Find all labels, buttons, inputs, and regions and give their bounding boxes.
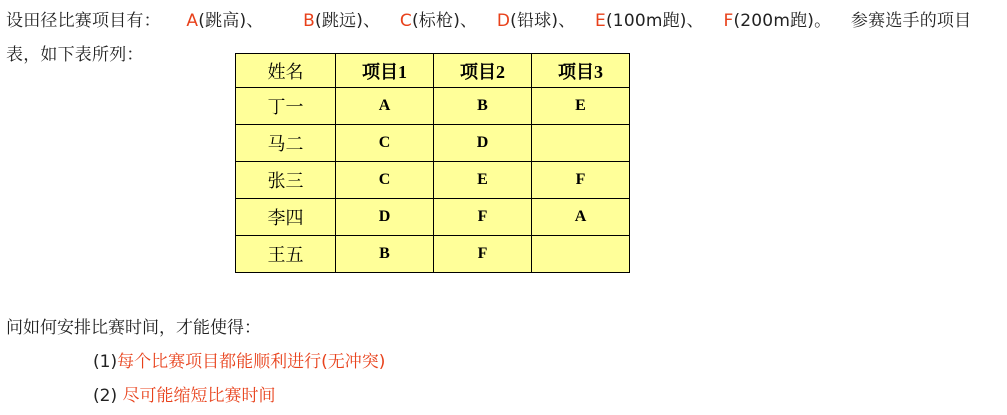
intro-suffix: 参赛选手的项目 — [850, 11, 972, 31]
entry-table-container — [235, 53, 630, 273]
event-c — [400, 11, 477, 31]
event-code: A — [186, 11, 199, 31]
event-cell: E — [434, 162, 532, 199]
requirement-1 — [93, 347, 385, 372]
athlete-name: 马二 — [236, 125, 336, 162]
event-code: F — [723, 11, 734, 31]
event-cell: F — [434, 236, 532, 273]
athlete-name: 丁一 — [236, 88, 336, 125]
event-cell: C — [336, 162, 434, 199]
table-row — [236, 162, 630, 199]
event-cell: B — [336, 236, 434, 273]
intro-line2: 表，如下表所列： — [6, 45, 144, 65]
event-cell: D — [434, 125, 532, 162]
event-f — [723, 11, 831, 31]
event-code: E — [595, 11, 606, 31]
requirement-text: 尽可能缩短比赛时间 — [122, 386, 276, 406]
header-event2: 项目2 — [434, 54, 532, 88]
event-cell: A — [336, 88, 434, 125]
event-cell: C — [336, 125, 434, 162]
question-text: 问如何安排比赛时间，才能使得： — [6, 318, 261, 338]
event-name: (铅球)、 — [510, 11, 576, 31]
event-name: (200m跑)。 — [733, 11, 832, 31]
event-cell — [532, 125, 630, 162]
event-e — [595, 11, 704, 31]
event-name: (跳高)、 — [198, 11, 264, 31]
event-cell: E — [532, 88, 630, 125]
table-row — [236, 236, 630, 273]
athlete-name: 王五 — [236, 236, 336, 273]
event-b — [303, 11, 380, 31]
entry-table — [235, 53, 630, 273]
event-cell — [532, 236, 630, 273]
event-name: (跳远)、 — [315, 11, 381, 31]
event-cell: B — [434, 88, 532, 125]
event-cell: F — [434, 199, 532, 236]
event-code: D — [496, 11, 511, 31]
requirement-number: (1) — [93, 352, 118, 372]
event-code: B — [303, 11, 316, 31]
athlete-name: 李四 — [236, 199, 336, 236]
requirement-text: 每个比赛项目都能顺利进行(无冲突) — [117, 352, 386, 372]
event-cell: A — [532, 199, 630, 236]
intro-prefix: 设田径比赛项目有： — [6, 11, 161, 31]
athlete-name: 张三 — [236, 162, 336, 199]
event-cell: F — [532, 162, 630, 199]
requirement-2 — [93, 381, 275, 406]
table-row — [236, 199, 630, 236]
event-cell: D — [336, 199, 434, 236]
requirement-number: (2) — [93, 386, 123, 406]
header-name: 姓名 — [236, 54, 336, 88]
header-event1: 项目1 — [336, 54, 434, 88]
event-a — [186, 11, 263, 31]
event-name: (标枪)、 — [411, 11, 478, 31]
event-name: (100m跑)、 — [605, 11, 704, 31]
event-code: C — [399, 11, 412, 31]
header-event3: 项目3 — [532, 54, 630, 88]
table-row — [236, 88, 630, 125]
event-d — [497, 11, 576, 31]
table-header-row — [236, 54, 630, 88]
table-row — [236, 125, 630, 162]
